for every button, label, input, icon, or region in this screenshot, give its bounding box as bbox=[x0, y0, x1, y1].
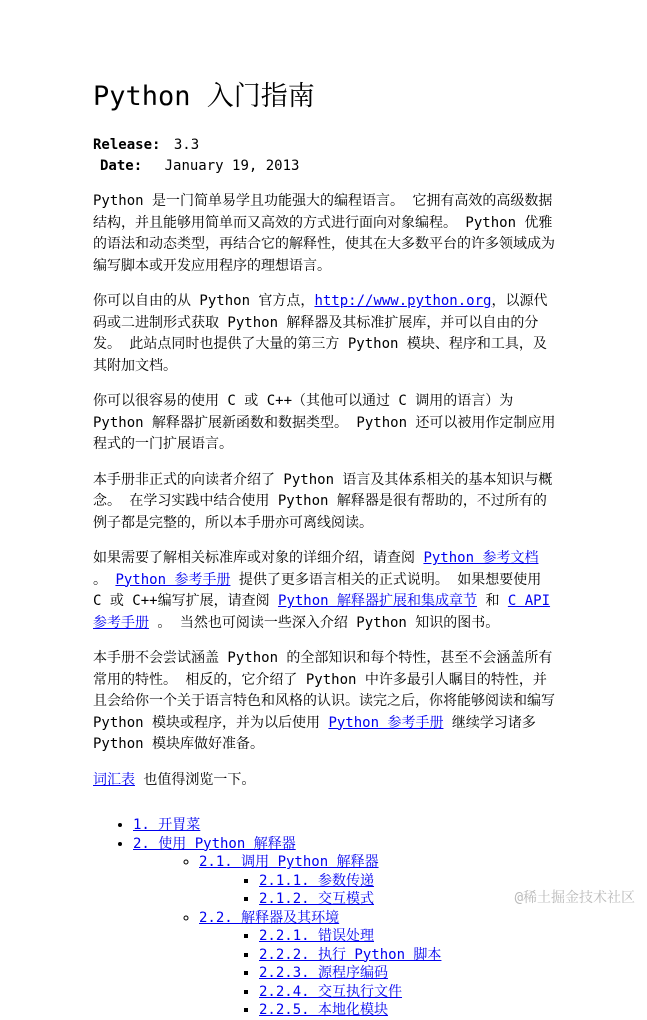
paragraph-text: 提供了更多语言相关的正式说明。 如果想要使用 C 或 C++编写扩展，请查阅 bbox=[93, 571, 542, 609]
toc-link[interactable]: 2.2. 解释器及其环境 bbox=[199, 909, 340, 926]
inline-link[interactable]: Python 参考手册 bbox=[115, 571, 231, 588]
toc-item bbox=[259, 946, 557, 965]
toc-item bbox=[133, 816, 557, 835]
inline-link[interactable]: http://www.python.org bbox=[314, 293, 492, 309]
paragraph-text: 继续学习诸多 Python 模块库做好准备。 bbox=[93, 714, 536, 752]
paragraph bbox=[93, 770, 557, 792]
toc-link[interactable]: 2.1.1. 参数传递 bbox=[259, 872, 375, 889]
paragraph bbox=[93, 470, 557, 535]
toc-link[interactable]: 2. 使用 Python 解释器 bbox=[133, 835, 296, 852]
paragraph bbox=[93, 548, 557, 634]
toc-item bbox=[199, 909, 557, 1020]
release-info bbox=[93, 135, 557, 177]
release-row bbox=[93, 135, 557, 156]
toc-sublist bbox=[199, 927, 557, 1020]
paragraph-text: 如果需要了解相关标准库或对象的详细介绍，请查阅 bbox=[93, 550, 424, 566]
page-title: Python 入门指南 bbox=[93, 81, 315, 112]
paragraph bbox=[93, 291, 557, 377]
toc-link[interactable]: 2.2.3. 源程序编码 bbox=[259, 965, 389, 981]
toc-link[interactable]: 2.2.2. 执行 Python 脚本 bbox=[259, 946, 442, 963]
toc-link[interactable]: 2.1.2. 交互模式 bbox=[259, 891, 375, 907]
toc-item bbox=[133, 835, 557, 1020]
paragraph-text: Python 是一门简单易学且功能强大的编程语言。 它拥有高效的高级数据结构，并且能够用简单而又高效的方式进行面向对象编程。 Python 优雅的语法和动态类型，再结合它的解释性，使其在大多数平台的许多领域成为编写脚本或开发应用程序的理想语言。 bbox=[93, 193, 555, 274]
paragraph bbox=[93, 391, 557, 456]
toc-item bbox=[259, 1001, 557, 1020]
paragraph bbox=[93, 191, 557, 277]
paragraph-text: 你可以自由的从 Python 官方点， bbox=[93, 293, 315, 309]
toc-link[interactable]: 2.2.1. 错误处理 bbox=[259, 928, 375, 944]
toc-item bbox=[199, 853, 557, 909]
release-label: Release: bbox=[93, 137, 161, 153]
paragraph-text: 。 bbox=[93, 571, 116, 588]
date-label: Date: bbox=[100, 158, 143, 174]
intro-section bbox=[93, 191, 557, 791]
paragraph-text: 你可以很容易的使用 C 或 C++（其他可以通过 C 调用的语言）为 Python 解释器扩展新函数和数据类型。 Python 还可以被用作定制应用程式的一门扩展语言。 bbox=[93, 393, 556, 452]
toc-sublist bbox=[199, 872, 557, 909]
inline-link[interactable]: Python 参考手册 bbox=[328, 714, 444, 731]
table-of-contents bbox=[93, 816, 557, 1020]
toc-link[interactable]: 2.1. 调用 Python 解释器 bbox=[199, 854, 379, 870]
paragraph-text: 和 bbox=[477, 593, 508, 609]
inline-link[interactable]: Python 解释器扩展和集成章节 bbox=[278, 593, 478, 609]
paragraph-text: 本手册不会尝试涵盖 Python 的全部知识和每个特性，甚至不会涵盖所有常用的特性。 相反的，它介绍了 Python 中许多最引人瞩目的特性，并且会给你一个关于语言特色和风格的认识。读完之后，你将能够阅读和编写 Python 模块或程序，并为以后使用 bbox=[93, 650, 555, 731]
inline-link[interactable]: 词汇表 bbox=[93, 771, 135, 788]
inline-link[interactable]: C API 参考手册 bbox=[93, 593, 551, 631]
toc-item bbox=[259, 927, 557, 946]
release-value: 3.3 bbox=[173, 137, 200, 153]
paragraph-text: 也值得浏览一下。 bbox=[135, 771, 256, 788]
paragraph-text: 本手册非正式的向读者介绍了 Python 语言及其体系相关的基本知识与概念。 在学习实践中结合使用 Python 解释器是很有帮助的，不过所有的例子都是完整的，所以本手册亦可离线阅读。 bbox=[93, 471, 553, 531]
toc-item bbox=[259, 983, 557, 1002]
toc-link[interactable]: 1. 开胃菜 bbox=[133, 817, 201, 833]
toc-item bbox=[259, 872, 557, 891]
date-value: January 19, 2013 bbox=[164, 158, 300, 174]
paragraph bbox=[93, 648, 557, 756]
toc-sublist bbox=[133, 853, 557, 1020]
toc-link[interactable]: 2.2.4. 交互执行文件 bbox=[259, 983, 403, 1000]
watermark: @稀土掘金技术社区 bbox=[514, 890, 635, 906]
toc-item bbox=[259, 890, 557, 909]
inline-link[interactable]: Python 参考文档 bbox=[423, 550, 539, 566]
paragraph-text: ，以源代码或二进制形式获取 Python 解释器及其标准扩展库，并可以自由的分发。 此站点同时也提供了大量的第三方 Python 模块、程序和工具，及其附加文档。 bbox=[93, 293, 548, 374]
paragraph-text: 。 当然也可阅读一些深入介绍 Python 知识的图书。 bbox=[149, 614, 500, 631]
date-row bbox=[93, 156, 557, 177]
toc-item bbox=[259, 964, 557, 983]
toc-link[interactable]: 2.2.5. 本地化模块 bbox=[259, 1002, 389, 1018]
